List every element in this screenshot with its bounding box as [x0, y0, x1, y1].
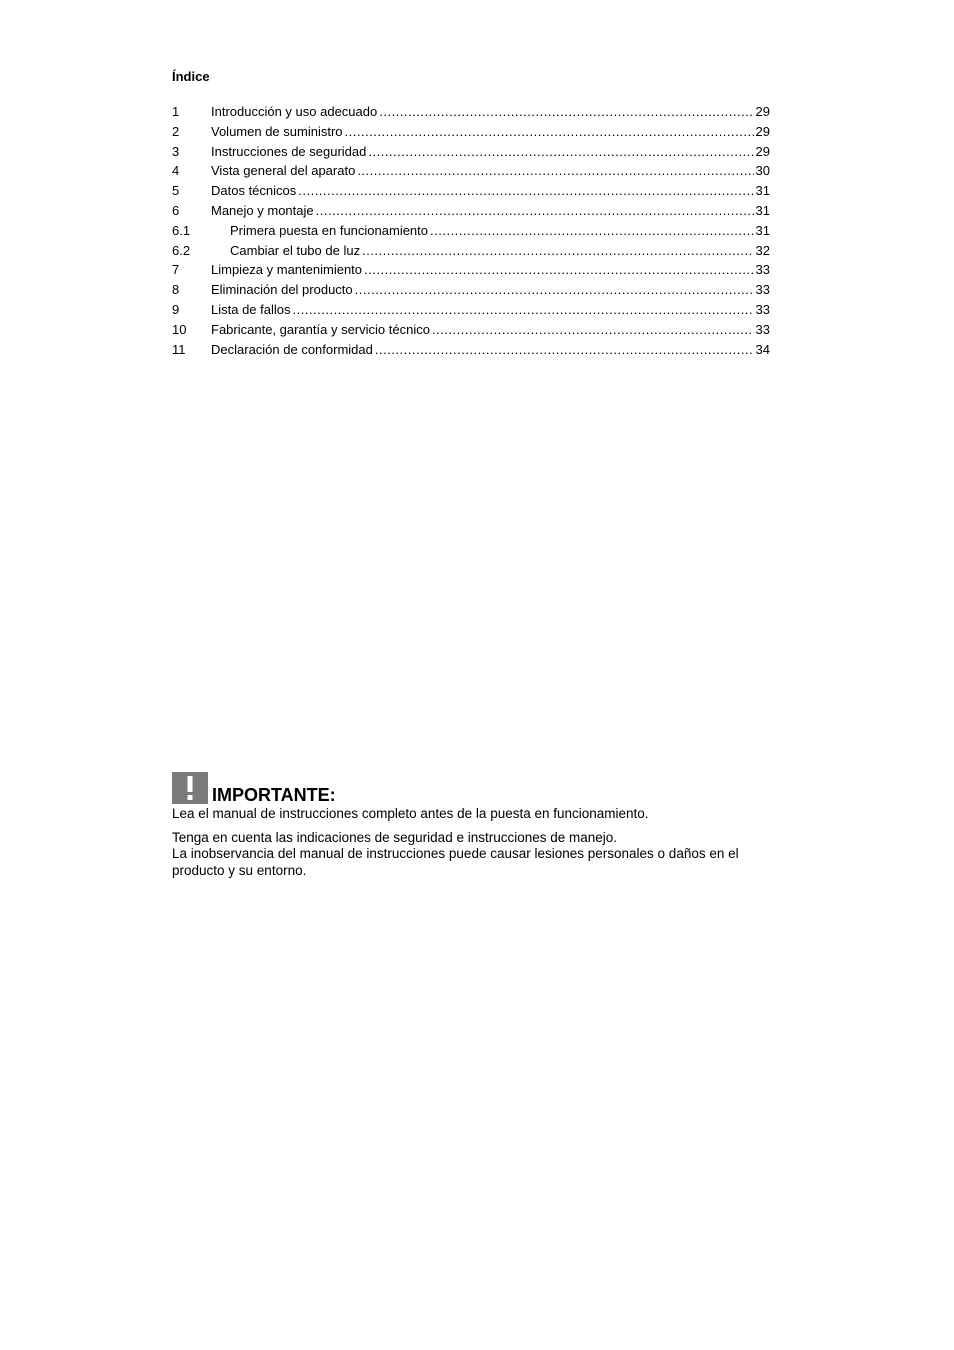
toc-entry-number: 9 — [172, 301, 180, 317]
toc-entry-title-wrap — [211, 142, 754, 162]
toc-entry[interactable] — [172, 340, 770, 360]
toc-entry[interactable] — [172, 181, 770, 201]
toc-entry-number: 3 — [172, 143, 180, 159]
toc-entry-page: 33 — [755, 282, 770, 298]
toc-entry-title: Cambiar el tubo de luz — [230, 242, 361, 258]
toc-entry-number: 6.1 — [172, 222, 191, 238]
toc-entry-title: Introducción y uso adecuado — [211, 104, 378, 119]
toc-entry-title-wrap — [211, 241, 754, 261]
toc-entry-title: Instrucciones de seguridad — [211, 143, 367, 159]
toc-entry[interactable] — [172, 102, 770, 122]
toc-entry-page: 34 — [755, 341, 770, 357]
toc-entry-number: 6 — [172, 202, 180, 218]
toc-entry-title-wrap — [211, 122, 754, 142]
toc-entry-number: 6.2 — [172, 242, 191, 258]
toc-entry-page: 33 — [755, 262, 770, 278]
toc-dot-leader — [357, 161, 753, 181]
toc-dot-leader — [364, 260, 754, 280]
toc-entry[interactable] — [172, 142, 770, 162]
toc-entry-title: Manejo y montaje — [211, 202, 314, 218]
notice-line-3: La inobservancia del manual de instrucciones puede causar lesiones personales o daños en el producto y su entorno. — [172, 846, 739, 878]
toc-entry-title: Primera puesta en funcionamiento — [230, 222, 429, 238]
toc-entry-title: Lista de fallos — [211, 301, 291, 317]
toc-entry-number: 10 — [172, 321, 187, 337]
exclamation-icon — [172, 772, 208, 804]
toc-dot-leader — [298, 181, 753, 201]
toc-entry[interactable] — [172, 300, 770, 320]
toc-entry-title-wrap — [211, 260, 754, 280]
toc-entry-page: 29 — [755, 104, 770, 119]
toc-entry-title-wrap — [211, 340, 754, 360]
toc-entry-title: Volumen de suministro — [211, 123, 343, 139]
toc-entry-page: 32 — [755, 242, 770, 258]
toc-dot-leader — [379, 102, 753, 122]
toc-entry-title-wrap — [211, 300, 754, 320]
toc-dot-leader — [368, 142, 753, 162]
toc-dot-leader — [362, 241, 753, 261]
toc-entry-title: Declaración de conformidad — [211, 341, 373, 357]
toc-entry-page: 30 — [755, 163, 770, 179]
toc-entry-number: 4 — [172, 163, 180, 179]
toc-dot-leader — [432, 320, 754, 340]
toc-entry[interactable] — [172, 221, 770, 241]
toc-dot-leader — [316, 201, 754, 221]
toc-entry-title-wrap — [211, 201, 754, 221]
toc-entry[interactable] — [172, 260, 770, 280]
toc-entry-number: 1 — [172, 104, 180, 119]
toc-entry[interactable] — [172, 280, 770, 300]
table-of-contents — [172, 102, 770, 359]
notice-line-2: Tenga en cuenta las indicaciones de seguridad e instrucciones de manejo. — [172, 829, 618, 845]
toc-entry-number: 7 — [172, 262, 180, 278]
toc-entry-number: 2 — [172, 123, 180, 139]
important-notice — [172, 770, 772, 879]
toc-dot-leader — [355, 280, 754, 300]
toc-dot-leader — [375, 340, 754, 360]
toc-entry-page: 33 — [755, 321, 770, 337]
toc-dot-leader — [430, 221, 754, 241]
toc-entry-page: 31 — [755, 183, 770, 199]
toc-entry-title-wrap — [211, 181, 754, 201]
toc-entry-title-wrap — [211, 102, 754, 122]
toc-entry-title: Vista general del aparato — [211, 163, 356, 179]
toc-dot-leader — [293, 300, 754, 320]
toc-entry-title-wrap — [211, 161, 754, 181]
toc-entry[interactable] — [172, 201, 770, 221]
toc-entry-page: 29 — [755, 123, 770, 139]
toc-entry-number: 5 — [172, 183, 180, 199]
toc-entry-title: Eliminación del producto — [211, 282, 353, 298]
toc-entry[interactable] — [172, 122, 770, 142]
toc-entry-number: 8 — [172, 282, 180, 298]
toc-entry-title-wrap — [211, 280, 754, 300]
toc-entry-page: 31 — [755, 202, 770, 218]
toc-entry-title-wrap — [211, 221, 754, 241]
toc-entry-title-wrap — [211, 320, 754, 340]
notice-line-1: Lea el manual de instrucciones completo antes de la puesta en funcionamiento. — [172, 806, 649, 821]
toc-entry-title: Fabricante, garantía y servicio técnico — [211, 321, 430, 337]
toc-entry-page: 29 — [755, 143, 770, 159]
toc-entry[interactable] — [172, 161, 770, 181]
exclamation-glyph — [185, 775, 195, 801]
toc-entry-page: 33 — [755, 301, 770, 317]
toc-entry-title: Limpieza y mantenimiento — [211, 262, 363, 278]
toc-entry-page: 31 — [755, 222, 770, 238]
toc-entry[interactable] — [172, 320, 770, 340]
page-title: Índice — [172, 69, 210, 84]
toc-entry-number: 11 — [172, 341, 186, 357]
toc-entry-title: Datos técnicos — [211, 183, 297, 199]
important-label: IMPORTANTE: — [212, 785, 336, 805]
toc-dot-leader — [345, 122, 754, 142]
important-body — [172, 806, 772, 879]
important-header — [172, 770, 772, 804]
toc-entry[interactable] — [172, 241, 770, 261]
